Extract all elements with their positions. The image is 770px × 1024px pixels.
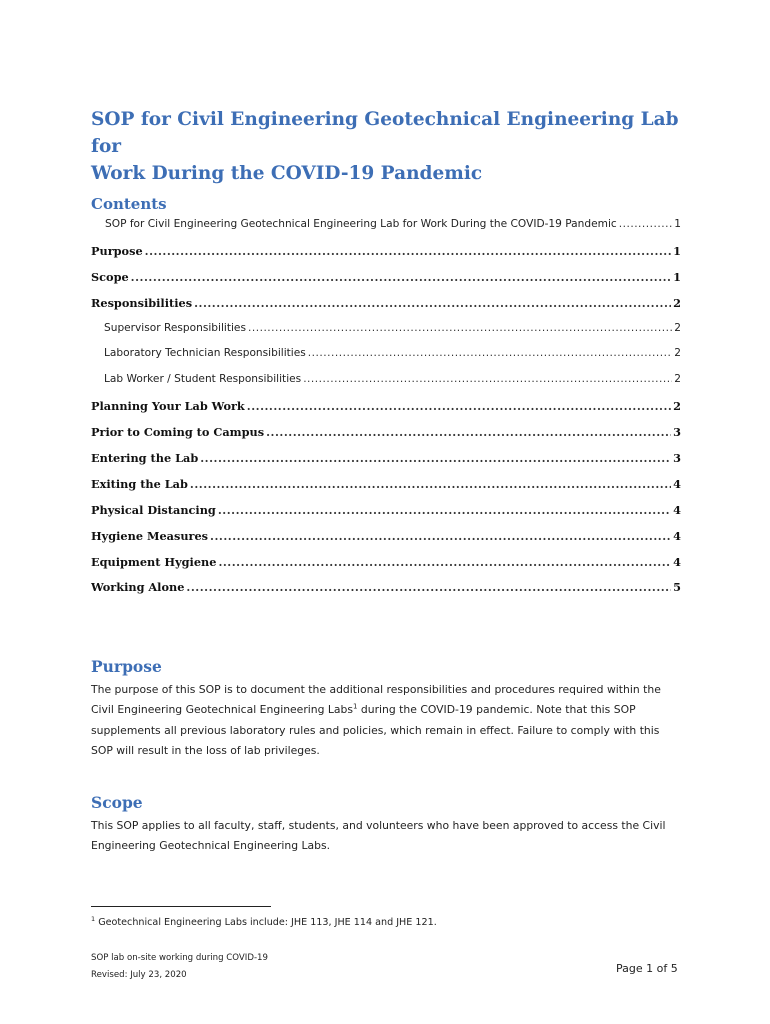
toc-dot-leader (266, 425, 671, 439)
toc-entry-page[interactable]: 1 (674, 218, 681, 230)
toc-dot-leader (619, 218, 673, 230)
toc-entry[interactable] (91, 347, 681, 373)
footer-doc-name: SOP lab on-site working during COVID-19 (91, 953, 268, 963)
footnote-separator (91, 906, 271, 907)
toc-entry[interactable] (91, 477, 681, 503)
footer-revised-date: Revised: July 23, 2020 (91, 970, 187, 980)
toc-entry-label[interactable]: Supervisor Responsibilities (104, 321, 246, 334)
toc-entry-page[interactable]: 2 (673, 399, 681, 414)
toc-dot-leader (131, 270, 671, 284)
toc-entry-page[interactable]: 4 (673, 476, 681, 491)
toc-entry[interactable] (91, 244, 681, 270)
toc-entry[interactable] (91, 296, 681, 322)
toc-entry-label[interactable]: Equipment Hygiene (91, 554, 217, 569)
toc-entry-label[interactable]: Lab Worker / Student Responsibilities (104, 373, 302, 386)
toc-entry[interactable] (91, 555, 681, 581)
toc-dot-leader (210, 529, 671, 543)
footer-info (91, 950, 268, 984)
toc-entry-page[interactable]: 2 (674, 321, 681, 334)
toc-entry-page[interactable]: 3 (673, 425, 681, 440)
scope-heading: Scope (91, 793, 143, 812)
toc-dot-leader (218, 555, 671, 569)
toc-entry-label[interactable]: Planning Your Lab Work (91, 399, 245, 414)
toc-entry-page[interactable]: 4 (673, 528, 681, 543)
toc-entry-label[interactable]: Hygiene Measures (91, 528, 209, 543)
footnote-reference[interactable]: 1 (353, 702, 358, 711)
toc-entry-page[interactable]: 2 (674, 373, 681, 386)
toc-entry[interactable] (91, 322, 681, 348)
contents-heading: Contents (91, 195, 167, 213)
purpose-paragraph (91, 680, 683, 761)
toc-entry[interactable] (91, 270, 681, 296)
toc-entry-label[interactable]: Working Alone (91, 580, 185, 595)
table-of-contents (91, 218, 681, 606)
toc-entry[interactable] (91, 425, 681, 451)
toc-entry-label[interactable]: Laboratory Technician Responsibilities (104, 347, 306, 360)
toc-entry[interactable] (91, 503, 681, 529)
toc-dot-leader (303, 373, 672, 385)
toc-dot-leader (200, 451, 671, 465)
toc-dot-leader (186, 580, 671, 594)
toc-entry-page[interactable]: 2 (673, 295, 681, 310)
footnote (91, 915, 437, 928)
toc-dot-leader (308, 347, 672, 359)
toc-entry[interactable] (91, 529, 681, 555)
toc-dot-leader (190, 477, 671, 491)
toc-entry-label[interactable]: SOP for Civil Engineering Geotechnical Engineering Lab for Work During the COVID-19 Pandemic (105, 218, 617, 230)
toc-entry-page[interactable]: 1 (673, 269, 681, 284)
toc-entry-label[interactable]: Prior to Coming to Campus (91, 425, 265, 440)
toc-dot-leader (145, 244, 671, 258)
toc-entry-label[interactable]: Physical Distancing (91, 502, 216, 517)
toc-entry-label[interactable]: Scope (91, 269, 129, 284)
toc-entry-page[interactable]: 3 (673, 451, 681, 466)
footnote-text: Geotechnical Engineering Labs include: JHE 113, JHE 114 and JHE 121. (95, 917, 437, 929)
toc-entry[interactable] (91, 218, 681, 244)
toc-entry-label[interactable]: Responsibilities (91, 295, 193, 310)
toc-entry-page[interactable]: 5 (673, 580, 681, 595)
page-number: Page 1 of 5 (616, 962, 678, 975)
document-title-line1: SOP for Civil Engineering Geotechnical Engineering Lab for (91, 109, 679, 157)
document-title-line2: Work During the COVID-19 Pandemic (91, 163, 483, 184)
purpose-heading: Purpose (91, 657, 162, 676)
toc-entry[interactable] (91, 451, 681, 477)
footnote-marker: 1 (91, 915, 96, 923)
scope-paragraph: This SOP applies to all faculty, staff, students, and volunteers who have been approved to access the Civil Engineering Geotechnical Engineering Labs. (91, 819, 666, 853)
toc-dot-leader (247, 399, 671, 413)
toc-entry[interactable] (91, 399, 681, 425)
toc-entry-label[interactable]: Exiting the Lab (91, 476, 188, 491)
purpose-text-part2: during the COVID-19 pandemic. Note that this SOP supplements all previous laboratory rules and policies, which remain in effect. Failure to comply with this SOP will result in the loss of lab privileges. (91, 703, 660, 757)
toc-entry-page[interactable]: 2 (674, 347, 681, 360)
toc-entry[interactable] (91, 373, 681, 399)
toc-entry-page[interactable]: 1 (673, 243, 681, 258)
toc-dot-leader (194, 296, 671, 310)
purpose-text-part1: The purpose of this SOP is to document the additional responsibilities and procedures required within the Civil Engineering Geotechnical Engineering Labs (91, 683, 661, 717)
document-title (91, 106, 691, 187)
toc-dot-leader (218, 503, 671, 517)
toc-entry-page[interactable]: 4 (673, 502, 681, 517)
toc-entry-page[interactable]: 4 (673, 554, 681, 569)
toc-entry[interactable] (91, 580, 681, 606)
toc-entry-label[interactable]: Purpose (91, 243, 143, 258)
toc-entry-label[interactable]: Entering the Lab (91, 451, 199, 466)
toc-dot-leader (248, 322, 672, 334)
